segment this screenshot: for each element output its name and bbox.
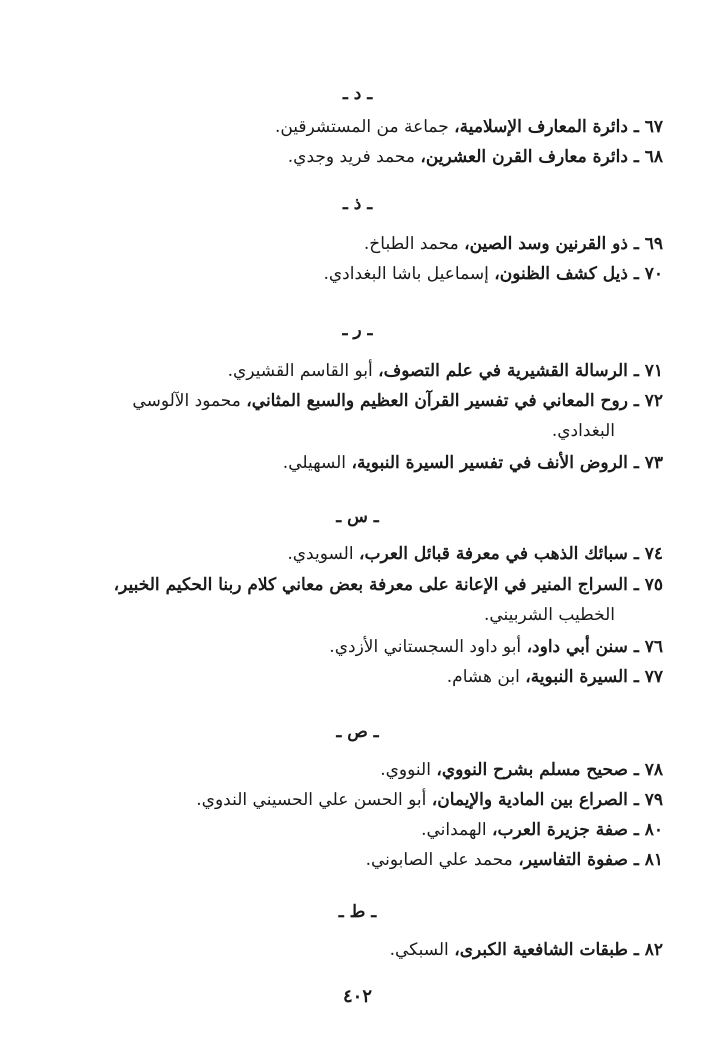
entry-title: روح المعاني في تفسير القرآن العظيم والسبع المثاني،: [246, 391, 628, 411]
bibliography-entry-71: ٧١ ـ الرسالة القشيرية في علم التصوف، أبو القاسم القشيري.: [227, 361, 663, 381]
section-header-ta: ـ ط ـ: [338, 902, 377, 922]
entry-title: ذيل كشف الظنون،: [494, 264, 628, 284]
entry-title: صفة جزيرة العرب،: [492, 820, 628, 840]
entry-number: ٦٩: [644, 234, 663, 254]
entry-number: ٧٨: [644, 760, 663, 780]
entry-title: دائرة المعارف الإسلامية،: [454, 117, 628, 137]
section-header-ra: ـ ر ـ: [342, 320, 373, 340]
entry-number: ٧٤: [644, 544, 663, 564]
entry-author: السويدي.: [287, 544, 354, 564]
entry-number: ٧٦: [644, 637, 663, 657]
entry-number: ٨٠: [644, 820, 663, 840]
entry-title: صحيح مسلم بشرح النووي،: [436, 760, 628, 780]
entry-title: سبائك الذهب في معرفة قبائل العرب،: [358, 544, 628, 564]
bibliography-entry-74: ٧٤ ـ سبائك الذهب في معرفة قبائل العرب، السويدي.: [287, 544, 663, 564]
page-number: ٤٠٢: [342, 986, 372, 1007]
bibliography-entry-68: ٦٨ ـ دائرة معارف القرن العشرين، محمد فريد وجدي.: [287, 147, 663, 167]
bibliography-entry-77: ٧٧ ـ السيرة النبوية، ابن هشام.: [446, 667, 663, 687]
entry-author: ابن هشام.: [446, 667, 520, 687]
entry-author: الهمداني.: [421, 820, 487, 840]
bibliography-entry-82: ٨٢ ـ طبقات الشافعية الكبرى، السبكي.: [389, 940, 663, 960]
entry-author: السبكي.: [389, 940, 449, 960]
entry-number: ٧٥: [644, 575, 663, 595]
entry-title: الصراع بين المادية والإيمان،: [431, 790, 628, 810]
entry-number: ٧٩: [644, 790, 663, 810]
entry-continuation: الخطيب الشربيني.: [483, 605, 615, 625]
entry-number: ٧٢: [644, 391, 663, 411]
section-header-dhal: ـ ذ ـ: [342, 194, 373, 214]
bibliography-entry-80: ٨٠ ـ صفة جزيرة العرب، الهمداني.: [421, 820, 663, 840]
entry-author: جماعة من المستشرقين.: [274, 117, 449, 137]
entry-title: سنن أبي داود،: [526, 637, 628, 657]
bibliography-entry-72: ٧٢ ـ روح المعاني في تفسير القرآن العظيم والسبع المثاني، محمود الآلوسي البغدادي.: [73, 386, 663, 446]
bibliography-entry-73: ٧٣ ـ الروض الأنف في تفسير السيرة النبوية، السهيلي.: [282, 453, 663, 473]
entry-title: ذو القرنين وسد الصين،: [464, 234, 628, 254]
bibliography-entry-70: ٧٠ ـ ذيل كشف الظنون، إسماعيل باشا البغدادي.: [323, 264, 663, 284]
bibliography-entry-81: ٨١ ـ صفوة التفاسير، محمد علي الصابوني.: [365, 850, 663, 870]
entry-author: النووي.: [380, 760, 431, 780]
section-header-sad: ـ ص ـ: [336, 722, 379, 742]
bibliography-entry-79: ٧٩ ـ الصراع بين المادية والإيمان، أبو الحسن علي الحسيني الندوي.: [196, 790, 663, 810]
entry-author: السهيلي.: [282, 453, 347, 473]
entry-title: دائرة معارف القرن العشرين،: [420, 147, 628, 167]
entry-author: محمد علي الصابوني.: [365, 850, 513, 870]
entry-continuation: البغدادي.: [551, 421, 615, 441]
entry-author: محمد الطباخ.: [363, 234, 459, 254]
entry-author: محمود الآلوسي: [132, 391, 241, 411]
entry-number: ٧٠: [644, 264, 663, 284]
bibliography-entry-76: ٧٦ ـ سنن أبي داود، أبو داود السجستاني الأزدي.: [329, 637, 663, 657]
entry-title: السيرة النبوية،: [525, 667, 628, 687]
bibliography-entry-75: ٧٥ ـ السراج المنير في الإعانة على معرفة بعض معاني كلام ربنا الحكيم الخبير، الخطيب الشربيني.: [73, 570, 663, 630]
entry-author: أبو داود السجستاني الأزدي.: [329, 637, 522, 657]
bibliography-entry-69: ٦٩ ـ ذو القرنين وسد الصين، محمد الطباخ.: [363, 234, 663, 254]
entry-author: إسماعيل باشا البغدادي.: [323, 264, 489, 284]
entry-number: ٨٢: [644, 940, 663, 960]
entry-title: الروض الأنف في تفسير السيرة النبوية،: [351, 453, 628, 473]
entry-number: ٧٣: [644, 453, 663, 473]
entry-author: محمد فريد وجدي.: [287, 147, 415, 167]
bibliography-entry-67: ٦٧ ـ دائرة المعارف الإسلامية، جماعة من المستشرقين.: [274, 117, 663, 137]
entry-number: ٨١: [644, 850, 663, 870]
entry-number: ٧١: [644, 361, 663, 381]
entry-number: ٧٧: [644, 667, 663, 687]
entry-title: طبقات الشافعية الكبرى،: [454, 940, 628, 960]
entry-number: ٦٨: [644, 147, 663, 167]
entry-author: أبو القاسم القشيري.: [227, 361, 373, 381]
entry-title: صفوة التفاسير،: [518, 850, 628, 870]
section-header-dal: ـ د ـ: [342, 84, 373, 104]
entry-number: ٦٧: [644, 117, 663, 137]
entry-author: أبو الحسن علي الحسيني الندوي.: [196, 790, 427, 810]
entry-title: السراج المنير في الإعانة على معرفة بعض معاني كلام ربنا الحكيم الخبير،: [113, 575, 628, 595]
section-header-sin: ـ س ـ: [336, 507, 379, 527]
entry-title: الرسالة القشيرية في علم التصوف،: [378, 361, 628, 381]
bibliography-entry-78: ٧٨ ـ صحيح مسلم بشرح النووي، النووي.: [380, 760, 663, 780]
